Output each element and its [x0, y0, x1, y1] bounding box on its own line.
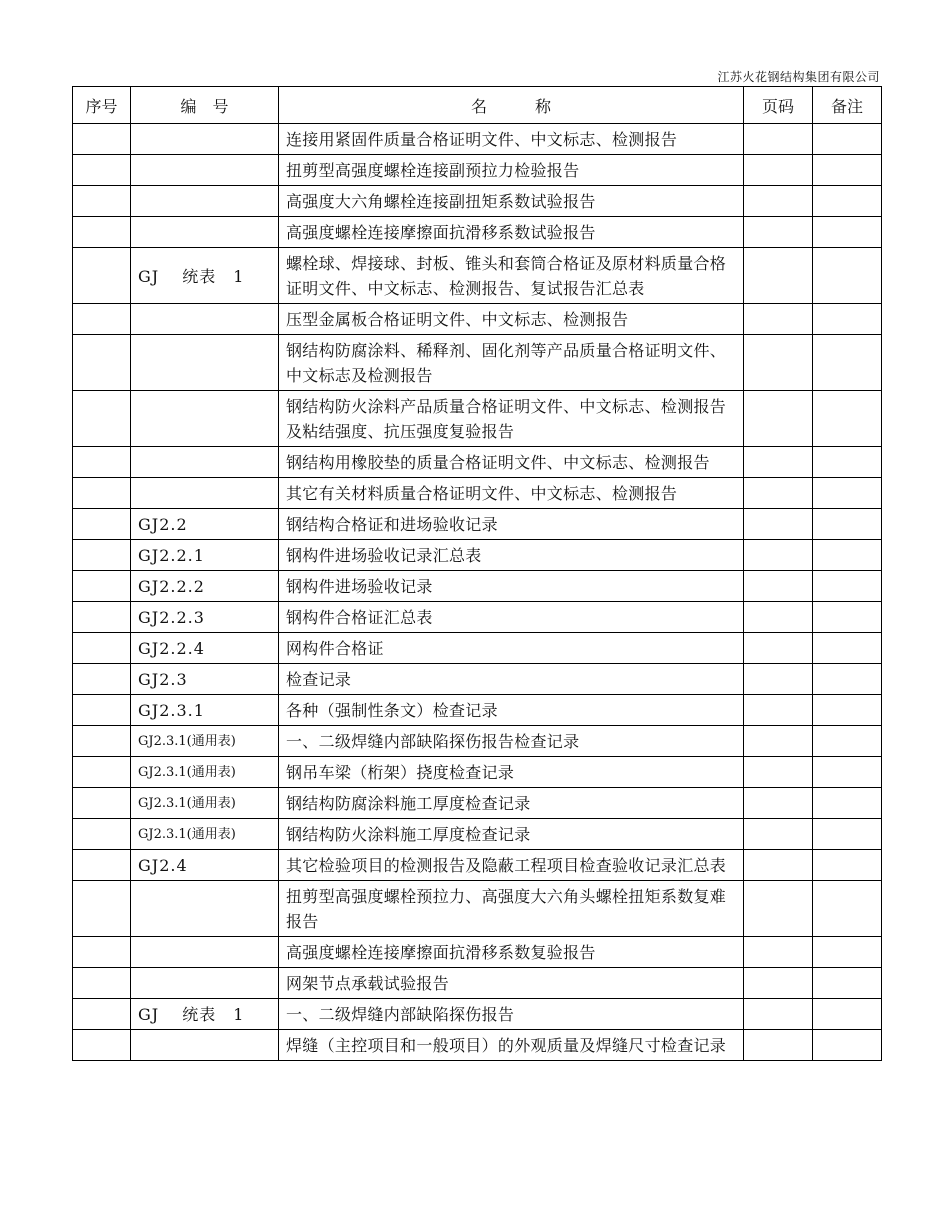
table-row	[73, 1030, 882, 1061]
header-remark: 备注	[813, 87, 882, 124]
company-name: 江苏火花钢结构集团有限公司	[717, 70, 880, 84]
table-row	[73, 304, 882, 335]
code-cell: GJ2.3	[131, 664, 279, 695]
seq-cell	[73, 850, 131, 881]
code-cell: GJ2.3.1(通用表)	[131, 726, 279, 757]
page-cell	[744, 788, 813, 819]
page-cell	[744, 478, 813, 509]
table-row	[73, 695, 882, 726]
page-cell	[744, 540, 813, 571]
remark-cell	[813, 478, 882, 509]
header-seq: 序号	[73, 87, 131, 124]
code-cell	[131, 335, 279, 391]
page-cell	[744, 819, 813, 850]
code-cell	[131, 881, 279, 937]
seq-cell	[73, 304, 131, 335]
seq-cell	[73, 937, 131, 968]
table-row	[73, 726, 882, 757]
name-cell: 检查记录	[279, 664, 744, 695]
page-cell	[744, 447, 813, 478]
code-cell: GJ2.2.2	[131, 571, 279, 602]
page-cell	[744, 391, 813, 447]
seq-cell	[73, 881, 131, 937]
page-cell	[744, 850, 813, 881]
seq-cell	[73, 664, 131, 695]
code-cell	[131, 968, 279, 999]
seq-cell	[73, 478, 131, 509]
code-cell	[131, 304, 279, 335]
name-cell: 焊缝（主控项目和一般项目）的外观质量及焊缝尺寸检查记录	[279, 1030, 744, 1061]
name-cell: 网架节点承载试验报告	[279, 968, 744, 999]
seq-cell	[73, 757, 131, 788]
remark-cell	[813, 788, 882, 819]
table-row	[73, 186, 882, 217]
table-row	[73, 447, 882, 478]
page-cell	[744, 1030, 813, 1061]
table-row	[73, 335, 882, 391]
name-cell: 高强度螺栓连接摩擦面抗滑移系数复验报告	[279, 937, 744, 968]
table-header-row	[73, 87, 882, 124]
table-row	[73, 633, 882, 664]
table-row	[73, 937, 882, 968]
code-cell	[131, 478, 279, 509]
table-row	[73, 124, 882, 155]
name-cell: 螺栓球、焊接球、封板、锥头和套筒合格证及原材料质量合格证明文件、中文标志、检测报告、复试报告汇总表	[279, 248, 744, 304]
table-row	[73, 999, 882, 1030]
code-cell	[131, 937, 279, 968]
page-cell	[744, 304, 813, 335]
page-cell	[744, 968, 813, 999]
code-cell	[131, 391, 279, 447]
name-cell: 钢结构合格证和进场验收记录	[279, 509, 744, 540]
page-cell	[744, 155, 813, 186]
remark-cell	[813, 602, 882, 633]
page-cell	[744, 695, 813, 726]
code-cell: GJ2.4	[131, 850, 279, 881]
seq-cell	[73, 968, 131, 999]
name-cell: 钢结构防腐涂料施工厚度检查记录	[279, 788, 744, 819]
code-cell	[131, 186, 279, 217]
page-cell	[744, 124, 813, 155]
table-row	[73, 602, 882, 633]
remark-cell	[813, 447, 882, 478]
seq-cell	[73, 248, 131, 304]
seq-cell	[73, 695, 131, 726]
seq-cell	[73, 788, 131, 819]
remark-cell	[813, 217, 882, 248]
remark-cell	[813, 881, 882, 937]
table-row	[73, 509, 882, 540]
page-cell	[744, 633, 813, 664]
seq-cell	[73, 186, 131, 217]
code-cell: GJ2.3.1	[131, 695, 279, 726]
remark-cell	[813, 124, 882, 155]
table-row	[73, 757, 882, 788]
seq-cell	[73, 633, 131, 664]
code-cell	[131, 1030, 279, 1061]
table-row	[73, 478, 882, 509]
page-cell	[744, 726, 813, 757]
remark-cell	[813, 819, 882, 850]
seq-cell	[73, 540, 131, 571]
code-cell: GJ2.2.3	[131, 602, 279, 633]
header-page: 页码	[744, 87, 813, 124]
table-row	[73, 819, 882, 850]
remark-cell	[813, 726, 882, 757]
remark-cell	[813, 186, 882, 217]
name-cell: 钢构件进场验收记录汇总表	[279, 540, 744, 571]
remark-cell	[813, 391, 882, 447]
remark-cell	[813, 999, 882, 1030]
seq-cell	[73, 1030, 131, 1061]
document-index-table	[72, 86, 882, 1061]
seq-cell	[73, 509, 131, 540]
name-cell: 钢吊车梁（桁架）挠度检查记录	[279, 757, 744, 788]
remark-cell	[813, 633, 882, 664]
remark-cell	[813, 757, 882, 788]
name-cell: 其它有关材料质量合格证明文件、中文标志、检测报告	[279, 478, 744, 509]
code-cell: GJ2.2.4	[131, 633, 279, 664]
seq-cell	[73, 571, 131, 602]
seq-cell	[73, 335, 131, 391]
name-cell: 钢结构防火涂料产品质量合格证明文件、中文标志、检测报告及粘结强度、抗压强度复验报告	[279, 391, 744, 447]
name-cell: 钢结构防腐涂料、稀释剂、固化剂等产品质量合格证明文件、中文标志及检测报告	[279, 335, 744, 391]
name-cell: 连接用紧固件质量合格证明文件、中文标志、检测报告	[279, 124, 744, 155]
table-row	[73, 968, 882, 999]
seq-cell	[73, 155, 131, 186]
table-row	[73, 217, 882, 248]
code-cell: GJ 统表 1	[131, 999, 279, 1030]
table-row	[73, 881, 882, 937]
page-cell	[744, 217, 813, 248]
name-cell: 网构件合格证	[279, 633, 744, 664]
remark-cell	[813, 850, 882, 881]
remark-cell	[813, 571, 882, 602]
page-cell	[744, 335, 813, 391]
seq-cell	[73, 819, 131, 850]
seq-cell	[73, 217, 131, 248]
name-cell: 一、二级焊缝内部缺陷探伤报告	[279, 999, 744, 1030]
remark-cell	[813, 155, 882, 186]
page-cell	[744, 881, 813, 937]
name-cell: 钢结构用橡胶垫的质量合格证明文件、中文标志、检测报告	[279, 447, 744, 478]
table-row	[73, 571, 882, 602]
page-cell	[744, 571, 813, 602]
code-cell: GJ 统表 1	[131, 248, 279, 304]
remark-cell	[813, 1030, 882, 1061]
seq-cell	[73, 124, 131, 155]
name-cell: 扭剪型高强度螺栓连接副预拉力检验报告	[279, 155, 744, 186]
table-row	[73, 540, 882, 571]
name-cell: 钢结构防火涂料施工厚度检查记录	[279, 819, 744, 850]
name-cell: 高强度大六角螺栓连接副扭矩系数试验报告	[279, 186, 744, 217]
seq-cell	[73, 447, 131, 478]
page-cell	[744, 186, 813, 217]
name-cell: 压型金属板合格证明文件、中文标志、检测报告	[279, 304, 744, 335]
name-cell: 其它检验项目的检测报告及隐蔽工程项目检查验收记录汇总表	[279, 850, 744, 881]
remark-cell	[813, 937, 882, 968]
remark-cell	[813, 540, 882, 571]
code-cell	[131, 124, 279, 155]
remark-cell	[813, 509, 882, 540]
header-name: 名 称	[279, 87, 744, 124]
seq-cell	[73, 391, 131, 447]
page-cell	[744, 602, 813, 633]
code-cell: GJ2.2.1	[131, 540, 279, 571]
code-cell: GJ2.3.1(通用表)	[131, 757, 279, 788]
table-row	[73, 664, 882, 695]
page-cell	[744, 248, 813, 304]
name-cell: 钢构件进场验收记录	[279, 571, 744, 602]
code-cell	[131, 447, 279, 478]
name-cell: 各种（强制性条文）检查记录	[279, 695, 744, 726]
code-cell: GJ2.3.1(通用表)	[131, 819, 279, 850]
remark-cell	[813, 335, 882, 391]
page-cell	[744, 999, 813, 1030]
name-cell: 钢构件合格证汇总表	[279, 602, 744, 633]
code-cell	[131, 217, 279, 248]
page-cell	[744, 509, 813, 540]
remark-cell	[813, 304, 882, 335]
name-cell: 一、二级焊缝内部缺陷探伤报告检查记录	[279, 726, 744, 757]
header-code: 编 号	[131, 87, 279, 124]
page-cell	[744, 937, 813, 968]
table-row	[73, 788, 882, 819]
page-cell	[744, 757, 813, 788]
table-row	[73, 391, 882, 447]
remark-cell	[813, 968, 882, 999]
code-cell	[131, 155, 279, 186]
code-cell: GJ2.2	[131, 509, 279, 540]
table-row	[73, 155, 882, 186]
seq-cell	[73, 726, 131, 757]
seq-cell	[73, 602, 131, 633]
name-cell: 高强度螺栓连接摩擦面抗滑移系数试验报告	[279, 217, 744, 248]
table-row	[73, 850, 882, 881]
remark-cell	[813, 664, 882, 695]
remark-cell	[813, 248, 882, 304]
name-cell: 扭剪型高强度螺栓预拉力、高强度大六角头螺栓扭矩系数复难报告	[279, 881, 744, 937]
seq-cell	[73, 999, 131, 1030]
page-cell	[744, 664, 813, 695]
code-cell: GJ2.3.1(通用表)	[131, 788, 279, 819]
remark-cell	[813, 695, 882, 726]
table-row	[73, 248, 882, 304]
